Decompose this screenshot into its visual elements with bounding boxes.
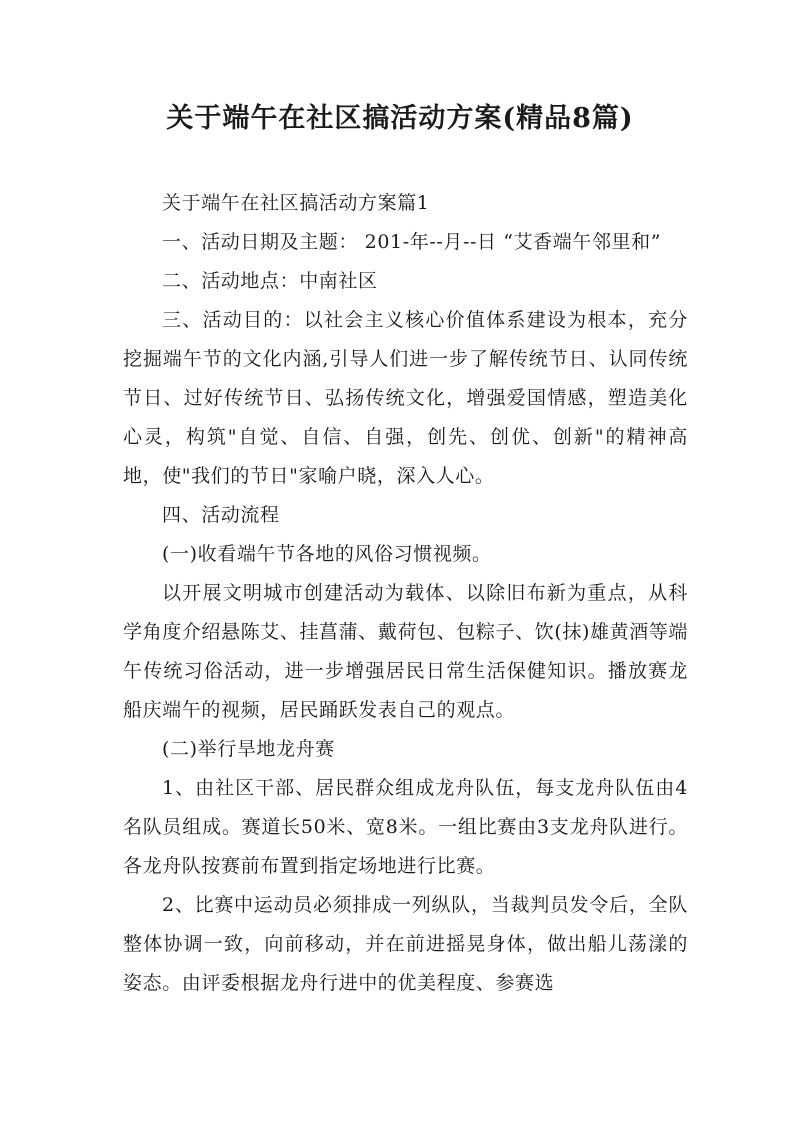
paragraph-item-one: (一)收看端午节各地的风俗习惯视频。 <box>162 543 492 565</box>
paragraph-purpose: 三、活动目的：以社会主义核心价值体系建设为根本，充分挖掘端午节的文化内涵,引导人们进一步了解传统节日、认同传统节日、过好传统节日、弘扬传统文化，增强爱国情感，塑造美化心灵，构筑"自觉、自信、自强，创先、创优、创新"的精神高地，使"我们的节日"家喻户晓，深入人心。 <box>123 309 688 487</box>
paragraph-item-two: (二)举行旱地龙舟赛 <box>162 738 335 760</box>
paragraph-process-heading: 四、活动流程 <box>162 504 280 526</box>
section-heading: 关于端午在社区搞活动方案篇1 <box>162 192 430 214</box>
paragraph-rule-two: 2、比赛中运动员必须排成一列纵队，当裁判员发令后，全队整体协调一致，向前移动，并在前进摇晃身体，做出船儿荡漾的姿态。由评委根据龙舟行进中的优美程度、参赛选 <box>123 894 688 994</box>
paragraph-location: 二、活动地点：中南社区 <box>162 270 378 292</box>
paragraph-rule-one: 1、由社区干部、居民群众组成龙舟队伍，每支龙舟队伍由4名队员组成。赛道长50米、宽8米。一组比赛由3支龙舟队进行。各龙舟队按赛前布置到指定场地进行比赛。 <box>123 777 688 877</box>
paragraph-date-theme: 一、活动日期及主题： 201-年--月--日 “艾香端午邻里和” <box>162 231 662 253</box>
document-body <box>123 184 688 1003</box>
document-title: 关于端午在社区搞活动方案(精品8篇) <box>166 103 634 134</box>
paragraph-customs: 以开展文明城市创建活动为载体、以除旧布新为重点，从科学角度介绍悬陈艾、挂菖蒲、戴荷包、包粽子、饮(抹)雄黄酒等端午传统习俗活动，进一步增强居民日常生活保健知识。播放赛龙船庆端午的视频，居民踊跃发表自己的观点。 <box>123 582 688 721</box>
